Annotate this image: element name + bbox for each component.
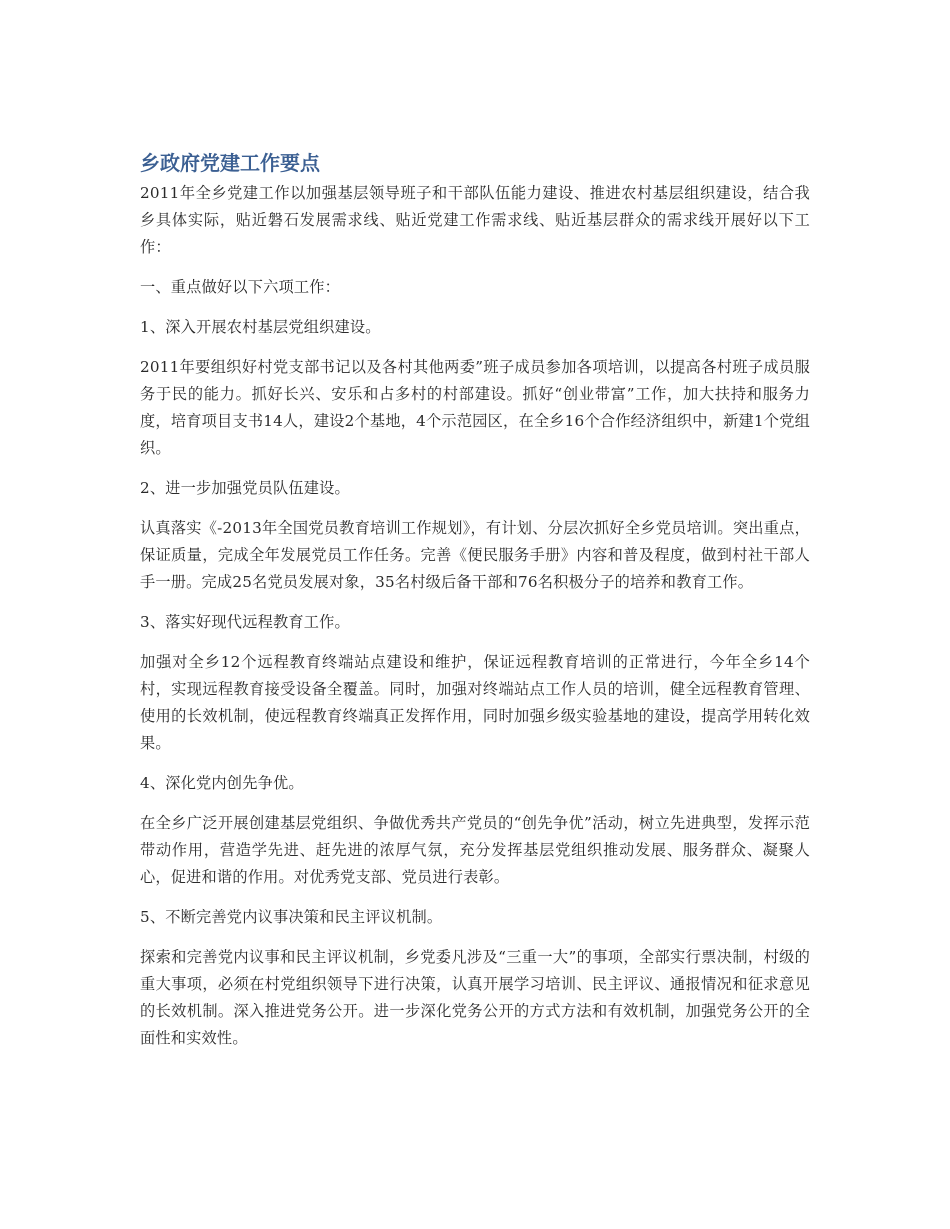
item-body-3: 加强对全乡12个远程教育终端站点建设和维护，保证远程教育培训的正常进行，今年全乡14个村，实现远程教育接受设备全覆盖。同时，加强对终端站点工作人员的培训，健全远程教育管理、使用的长效机制，使远程教育终端真正发挥作用，同时加强乡级实验基地的建设，提高学用转化效果。 <box>140 653 810 752</box>
intro-paragraph: 2011年全乡党建工作以加强基层领导班子和干部队伍能力建设、推进农村基层组织建设，结合我乡具体实际，贴近磐石发展需求线、贴近党建工作需求线、贴近基层群众的需求线开展好以下工作： <box>140 184 810 256</box>
item-heading-3: 3、落实好现代远程教育工作。 <box>140 613 350 631</box>
item-body-1: 2011年要组织好村党支部书记以及各村其他两委”班子成员参加各项培训，以提高各村班子成员服务于民的能力。抓好长兴、安乐和占多村的村部建设。抓好“创业带富”工作，加大扶持和服务力度，培育项目支书14人，建设2个基地，4个示范园区，在全乡16个合作经济组织中，新建1个党组织。 <box>140 358 810 457</box>
item-body-2: 认真落实《-2013年全国党员教育培训工作规划》，有计划、分层次抓好全乡党员培训。突出重点，保证质量，完成全年发展党员工作任务。完善《便民服务手册》内容和普及程度，做到村社干部人手一册。完成25名党员发展对象，35名村级后备干部和76名积极分子的培养和教育工作。 <box>140 519 810 591</box>
document-body <box>140 148 810 1065</box>
item-heading-5: 5、不断完善党内议事决策和民主评议机制。 <box>140 908 443 926</box>
document-title: 乡政府党建工作要点 <box>140 151 320 175</box>
item-heading-4: 4、深化党内创先争优。 <box>140 774 304 792</box>
item-heading-1: 1、深入开展农村基层党组织建设。 <box>140 318 381 336</box>
item-body-4: 在全乡广泛开展创建基层党组织、争做优秀共产党员的“创先争优”活动，树立先进典型，发挥示范带动作用，营造学先进、赶先进的浓厚气氛，充分发挥基层党组织推动发展、服务群众、凝聚人心，促进和谐的作用。对优秀党支部、党员进行表彰。 <box>140 814 810 886</box>
item-body-5: 探索和完善党内议事和民主评议机制，乡党委凡涉及“三重一大”的事项，全部实行票决制，村级的重大事项，必须在村党组织领导下进行决策，认真开展学习培训、民主评议、通报情况和征求意见的长效机制。深入推进党务公开。进一步深化党务公开的方式方法和有效机制，加强党务公开的全面性和实效性。 <box>140 948 810 1047</box>
section-heading-main: 一、重点做好以下六项工作： <box>140 278 341 296</box>
item-heading-2: 2、进一步加强党员队伍建设。 <box>140 479 350 497</box>
